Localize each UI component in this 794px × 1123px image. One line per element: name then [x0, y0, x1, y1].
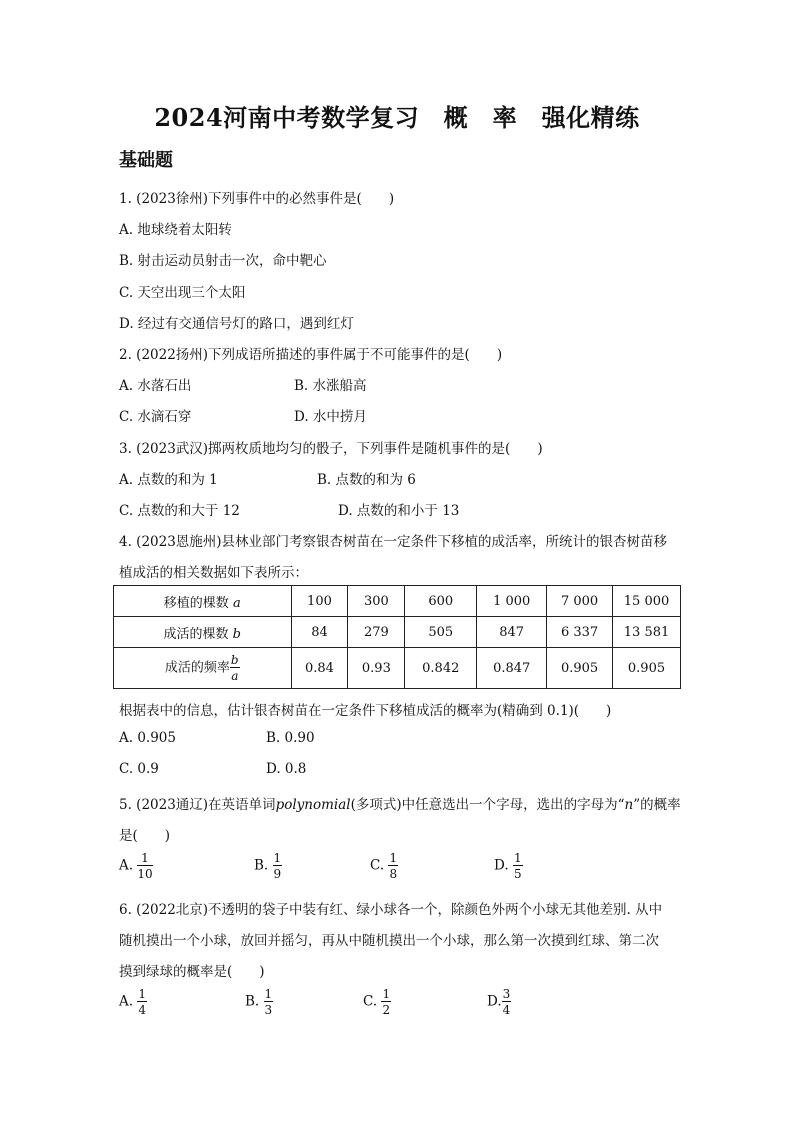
q4-option-c: C. 0.9: [119, 761, 159, 777]
q6-option-b: B. $\frac{1}{3}$: [245, 987, 273, 1017]
table-cell: 6 337: [547, 617, 613, 648]
q4-question: 根据表中的信息，估计银杏树苗在一定条件下移植成活的概率为(精确到 0.1)( ): [119, 703, 612, 719]
q5-option-a: A. $\frac{1}{10}$: [119, 851, 153, 881]
q5-option-b: B. $\frac{1}{9}$: [254, 851, 282, 881]
table-cell: 7 000: [547, 586, 613, 617]
page-title: 2024河南中考数学复习 概 率 强化精练: [154, 103, 640, 132]
q6-option-a: A. $\frac{1}{4}$: [119, 987, 146, 1017]
q5-stem-line1: 5. (2023通辽)在英语单词polynomial(多项式)中任意选出一个字母，选出的字母为“n”的概率: [119, 797, 681, 813]
table-cell: 505: [405, 617, 477, 648]
q2-option-a: A. 水落石出: [119, 378, 192, 394]
q2-stem: 2. (2022扬州)下列成语所描述的事件属于不可能事件的是( ): [119, 347, 503, 363]
q3-option-c: C. 点数的和大于 12: [119, 503, 240, 519]
q4-option-a: A. 0.905: [119, 730, 176, 746]
q4-option-b: B. 0.90: [266, 730, 315, 746]
table-row: [114, 617, 681, 648]
table-cell: 0.842: [405, 648, 477, 689]
table-cell: 15 000: [613, 586, 681, 617]
q4-stem-line1: 4. (2023恩施州)县林业部门考察银杏树苗在一定条件下移植的成活率，所统计的银杏树苗移: [119, 534, 668, 550]
q3-option-a: A. 点数的和为 1: [119, 472, 218, 488]
survival-table: [113, 585, 681, 689]
q1-option-d: D. 经过有交通信号灯的路口，遇到红灯: [119, 316, 354, 332]
table-cell: 0.905: [613, 648, 681, 689]
table-cell: 100: [291, 586, 348, 617]
q3-option-d: D. 点数的和小于 13: [338, 503, 460, 519]
q1-option-a: A. 地球绕着太阳转: [119, 222, 232, 238]
q5-stem-line2: 是( ): [119, 828, 171, 844]
q5-option-d: D. $\frac{1}{5}$: [494, 851, 522, 881]
table-row-label: 移植的棵数 a: [114, 586, 292, 617]
table-row: [114, 586, 681, 617]
q1-option-c: C. 天空出现三个太阳: [119, 285, 246, 301]
q6-stem-line2: 随机摸出一个小球，放回并摇匀，再从中随机摸出一个小球，那么第一次摸到红球、第二次: [119, 933, 659, 949]
table-cell: 84: [291, 617, 348, 648]
q4-option-d: D. 0.8: [266, 761, 307, 777]
q6-stem-line3: 摸到绿球的概率是( ): [119, 964, 265, 980]
table-cell: 0.93: [348, 648, 405, 689]
q2-option-b: B. 水涨船高: [294, 378, 367, 394]
table-cell: 0.84: [291, 648, 348, 689]
q6-option-c: C. $\frac{1}{2}$: [363, 987, 391, 1017]
table-cell: 600: [405, 586, 477, 617]
q3-stem: 3. (2023武汉)掷两枚质地均匀的骰子，下列事件是随机事件的是( ): [119, 441, 543, 457]
q3-option-b: B. 点数的和为 6: [317, 472, 416, 488]
table-cell: 0.905: [547, 648, 613, 689]
q1-stem: 1. (2023徐州)下列事件中的必然事件是( ): [119, 191, 395, 207]
table-cell: 1 000: [477, 586, 547, 617]
table-row: [114, 648, 681, 689]
table-cell: 13 581: [613, 617, 681, 648]
q5-option-c: C. $\frac{1}{8}$: [370, 851, 398, 881]
q2-option-c: C. 水滴石穿: [119, 409, 192, 425]
section-heading: 基础题: [119, 150, 173, 171]
q1-option-b: B. 射击运动员射击一次，命中靶心: [119, 253, 327, 269]
table-cell: 847: [477, 617, 547, 648]
q2-option-d: D. 水中捞月: [294, 409, 367, 425]
q4-stem-line2: 植成活的相关数据如下表所示：: [119, 565, 308, 581]
table-cell: 300: [348, 586, 405, 617]
table-cell: 279: [348, 617, 405, 648]
table-row-label: 成活的棵数 b: [114, 617, 292, 648]
table-row-label: 成活的频率 $\frac{b}{a}$: [114, 648, 292, 689]
q6-option-d: D. $\frac{3}{4}$: [487, 987, 511, 1017]
table-cell: 0.847: [477, 648, 547, 689]
q6-stem-line1: 6. (2022北京)不透明的袋子中装有红、绿小球各一个，除颜色外两个小球无其他差别. 从中: [119, 902, 663, 918]
